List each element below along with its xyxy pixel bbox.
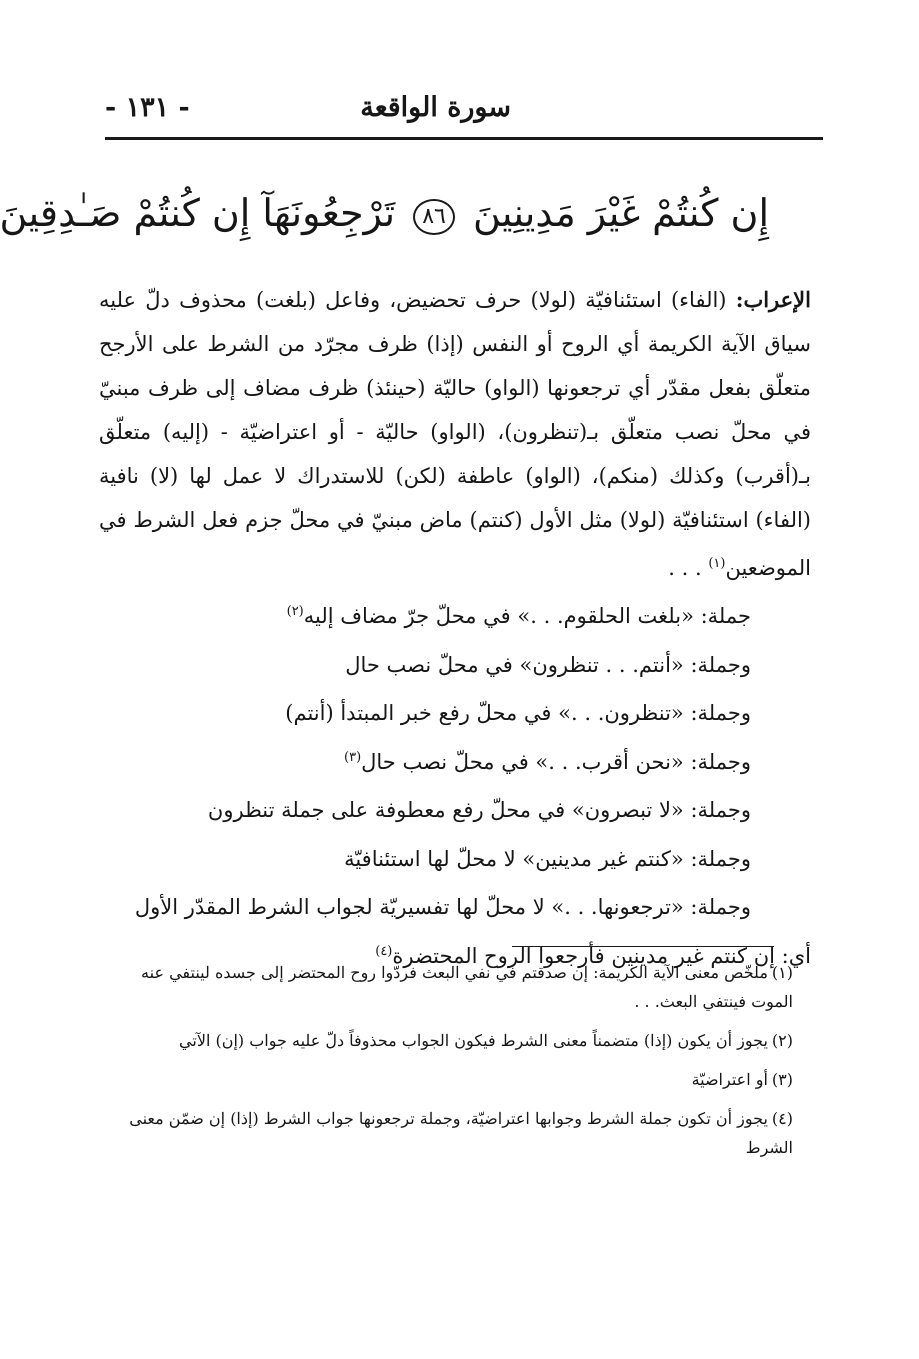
irab-tail: . . . [668,556,702,580]
footnote-number: (٤) [771,1109,793,1128]
footnote-4 [99,1104,811,1162]
page-header [105,92,823,132]
footnote-3 [99,1065,811,1094]
footnote-text: يجوز أن يكون (إذا) متضمناً معنى الشرط فيكون الجواب محذوفاً دلّ عليه جواب (إن) الآتي [179,1031,768,1050]
verse-text-86: إِن كُنتُمْ غَيْرَ مَدِينِينَ [472,191,769,235]
jumla-text: وجملة: «ترجعونها. . .» لا محلّ لها تفسيريّة لجواب الشرط المقدّر الأول [134,895,751,919]
jumla-text: وجملة: «كنتم غير مدينين» لا محلّ لها استئنافيّة [344,846,751,871]
jumla-line [99,833,811,882]
footnote-ref-3: (٣) [344,749,362,765]
verse-text-87: تَرْجِعُونَهَآ إِن كُنتُمْ صَـٰدِقِينَ [0,191,396,235]
irab-label: الإعراب: [735,287,811,312]
footnote-ref-1: (١) [708,556,726,571]
footnotes [99,958,811,1172]
jumla-line [99,881,811,930]
jumla-text: وجملة: «تنظرون. . .» في محلّ رفع خبر المبتدأ (أنتم) [285,701,751,725]
jumla-text: جملة: «بلغت الحلقوم. . .» في محلّ جرّ مضاف إليه [303,604,751,628]
footnote-text: ملخّص معنى الآية الكريمة: إن صدقتم في نفي البعث فردّوا روح المحتضر إلى جسده لينتفي عنه الموت فينتفي البعث. . . [141,963,793,1011]
irab-paragraph [99,278,811,590]
jumla-text: وجملة: «لا تبصرون» في محلّ رفع معطوفة على جملة تنظرون [207,798,751,822]
jumla-line [99,784,811,833]
quran-verse [0,178,769,248]
footnote-ref-4: (٤) [375,943,393,959]
footnote-divider [512,946,774,947]
page-number: - ١٣١ - [105,92,190,123]
jumla-text: وجملة: «نحن أقرب. . .» في محلّ نصب حال [361,749,751,774]
footnote-ref-2: (٢) [286,604,304,619]
footnote-1 [99,958,811,1016]
jumla-line [99,639,811,688]
jumla-text: وجملة: «أنتم. . . تنظرون» في محلّ نصب حال [345,652,751,677]
footnote-2 [99,1026,811,1055]
jumla-line [99,590,811,639]
jumla-line [99,687,811,736]
footnote-number: (١) [771,963,793,982]
footnote-number: (٣) [771,1070,793,1089]
sentence-analysis-list [99,590,811,978]
irab-text: (الفاء) استئنافيّة (لولا) حرف تحضيض، وفاعل (بلغت) محذوف دلّ عليه سياق الآية الكريمة أي الروح أو النفس (إذا) ظرف مجرّد من الشرط على الأرجح متعلّق بفعل مقدّر أي ترجعونها (الواو) حاليّة (حينئذ) ظرف مضاف إلى ظرف مبنيّ في محلّ نصب متعلّق بـ(تنظرون)، (الواو) حاليّة - أو اعتراضيّة - (إليه) متعلّق بـ(أقرب) وكذلك (منكم)، (الواو) عاطفة (لكن) للاستدراك لا عمل لها (لا) نافية (الفاء) استئنافيّة (لولا) مثل الأول (كنتم) ماض مبنيّ في محلّ جزم فعل الشرط في الموضعين [99,288,811,580]
footnote-text: أو اعتراضيّة [691,1070,768,1089]
footnote-number: (٢) [771,1031,793,1050]
ayah-number-86: ٨٦ [413,199,455,235]
surah-title: سورة الواقعة [360,92,511,123]
jumla-line [99,736,811,785]
jumla-text: أي: إن كنتم غير مدينين فأرجعوا الروح المحتضرة [392,943,811,968]
header-divider [105,137,823,140]
footnote-text: يجوز أن تكون جملة الشرط وجوابها اعتراضيّة، وجملة ترجعونها جواب الشرط (إذا) إن ضمّن معنى الشرط [129,1109,793,1157]
